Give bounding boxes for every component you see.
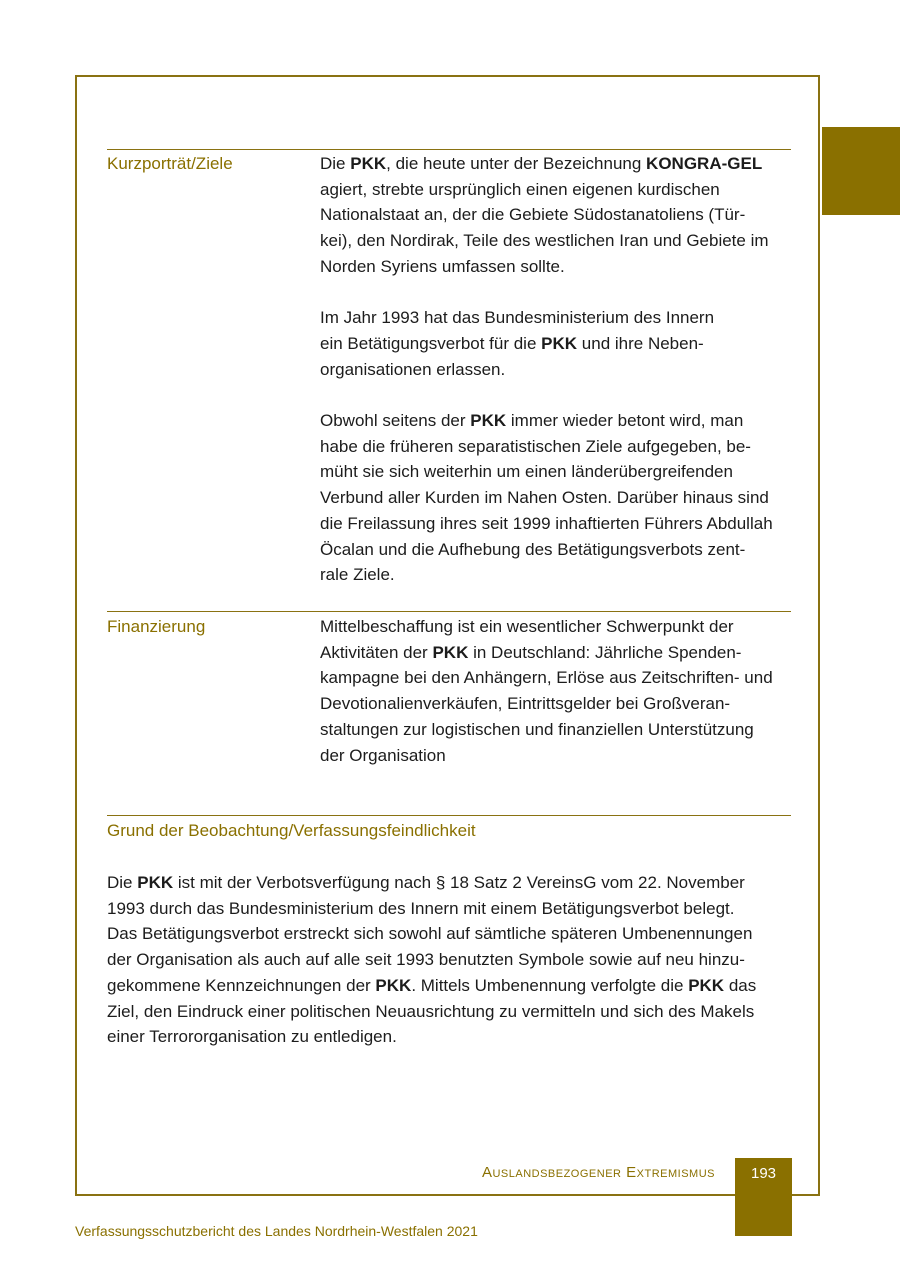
footer-publication-title: Verfassungsschutzbericht des Landes Nordrhein-Westfalen 2021 xyxy=(75,1223,478,1239)
text-line: Die PKK, die heute unter der Bezeichnung KONGRA-GEL xyxy=(320,154,763,173)
text-line: der Organisation xyxy=(320,745,446,765)
section-body-kurzportraet xyxy=(320,151,795,588)
text-line: kei), den Nordirak, Teile des westlichen Iran und Gebiete im xyxy=(320,231,769,251)
paragraph xyxy=(320,305,795,382)
text-line: Ziel, den Eindruck einer politischen Neuausrichtung zu vermitteln und sich des Makels xyxy=(107,1001,755,1021)
text-line: Das Betätigungsverbot erstreckt sich sowohl auf sämtliche späteren Umbenennungen xyxy=(107,924,753,944)
text-line: Nationalstaat an, der die Gebiete Südostanatoliens (Tür- xyxy=(320,205,746,225)
bold-term: KONGRA-GEL xyxy=(646,154,763,173)
bold-term: PKK xyxy=(375,975,412,995)
section-heading-grund: Grund der Beobachtung/Verfassungsfeindlichkeit xyxy=(107,821,476,840)
page-number: 193 xyxy=(750,1165,777,1182)
text-line: Öcalan und die Aufhebung des Betätigungsverbots zent- xyxy=(320,539,746,559)
text-line: die Freilassung ihres seit 1999 inhaftierten Führers Abdullah xyxy=(320,513,773,533)
bold-term: PKK xyxy=(350,154,387,173)
text-line: Im Jahr 1993 hat das Bundesministerium des Innern xyxy=(320,308,715,328)
text-line: 1993 durch das Bundesministerium des Innern mit einem Betätigungsverbot belegt. xyxy=(107,898,735,918)
running-head-text: Auslandsbezogener Extremismus xyxy=(481,1164,715,1181)
text-line: müht sie sich weiterhin um einen länderübergreifenden xyxy=(320,462,733,482)
text-line: ein Betätigungsverbot für die PKK und ihre Neben- xyxy=(320,333,704,353)
bold-term: PKK xyxy=(137,873,174,892)
section-divider xyxy=(107,611,791,612)
text-line: der Organisation als auch auf alle seit 1993 benutzten Symbole sowie auf neu hinzu- xyxy=(107,950,745,970)
section-divider xyxy=(107,149,791,150)
text-line: gekommene Kennzeichnungen der PKK. Mittels Umbenennung verfolgte die PKK das xyxy=(107,975,757,995)
text-line: organisationen erlassen. xyxy=(320,359,506,379)
text-line: rale Ziele. xyxy=(320,565,395,585)
text-line: Devotionalienverkäufen, Eintrittsgelder bei Großveran- xyxy=(320,694,731,714)
bold-term: PKK xyxy=(541,333,578,353)
page-number-box xyxy=(735,1158,792,1236)
text-line: agiert, strebte ursprünglich einen eigenen kurdischen xyxy=(320,179,720,199)
text-line: Mittelbeschaffung ist ein wesentlicher Schwerpunkt der xyxy=(320,617,734,636)
bold-term: PKK xyxy=(688,975,725,995)
text-line: Verbund aller Kurden im Nahen Osten. Darüber hinaus sind xyxy=(320,488,769,508)
text-line: habe die früheren separatistischen Ziele aufgegeben, be- xyxy=(320,436,751,456)
paragraph xyxy=(320,614,795,768)
text-line: staltungen zur logistischen und finanziellen Unterstützung xyxy=(320,719,754,739)
text-line: Norden Syriens umfassen sollte. xyxy=(320,256,565,276)
section-divider xyxy=(107,815,791,816)
text-line: Aktivitäten der PKK in Deutschland: Jährliche Spenden- xyxy=(320,642,742,662)
section-label-kurzportraet: Kurzporträt/Ziele xyxy=(107,154,233,173)
section-label-finanzierung: Finanzierung xyxy=(107,617,206,636)
section-body-finanzierung xyxy=(320,614,795,768)
paragraph xyxy=(320,151,795,280)
grund-paragraph xyxy=(107,870,797,1050)
text-line: einer Terrororganisation zu entledigen. xyxy=(107,1027,397,1047)
text-line: Die PKK ist mit der Verbotsverfügung nach § 18 Satz 2 VereinsG vom 22. November xyxy=(107,873,745,892)
paragraph xyxy=(320,408,795,588)
running-head xyxy=(482,1162,715,1184)
chapter-tab-marker xyxy=(822,127,900,215)
text-line: Obwohl seitens der PKK immer wieder betont wird, man xyxy=(320,411,744,430)
text-line: kampagne bei den Anhängern, Erlöse aus Zeitschriften- und xyxy=(320,668,773,688)
bold-term: PKK xyxy=(470,411,507,430)
bold-term: PKK xyxy=(432,642,469,662)
